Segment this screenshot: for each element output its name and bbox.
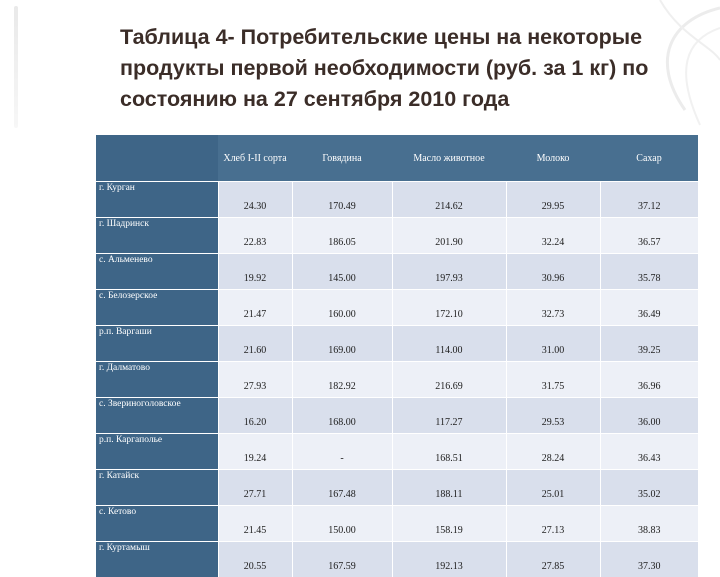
- header-cell-bread: Хлеб I-II сорта: [218, 135, 292, 182]
- price-milk: 30.96: [506, 254, 600, 290]
- city-name: с. Кетово: [96, 506, 218, 542]
- price-sugar: 39.25: [600, 326, 698, 362]
- price-milk: 32.73: [506, 290, 600, 326]
- price-milk: 31.75: [506, 362, 600, 398]
- city-name: с. Альменево: [96, 254, 218, 290]
- price-sugar: 36.96: [600, 362, 698, 398]
- price-butter: 158.19: [392, 506, 506, 542]
- table-row: [96, 470, 698, 506]
- price-bread: 22.83: [218, 218, 292, 254]
- city-name: г. Катайск: [96, 470, 218, 506]
- price-sugar: 36.57: [600, 218, 698, 254]
- price-milk: 32.24: [506, 218, 600, 254]
- price-bread: 27.71: [218, 470, 292, 506]
- price-sugar: 35.02: [600, 470, 698, 506]
- price-butter: 201.90: [392, 218, 506, 254]
- price-beef: 150.00: [292, 506, 392, 542]
- price-milk: 31.00: [506, 326, 600, 362]
- table-row: [96, 290, 698, 326]
- price-beef: 186.05: [292, 218, 392, 254]
- table-row: [96, 326, 698, 362]
- table-row: [96, 254, 698, 290]
- city-name: г. Курган: [96, 182, 218, 218]
- price-milk: 28.24: [506, 434, 600, 470]
- price-butter: 114.00: [392, 326, 506, 362]
- price-bread: 20.55: [218, 542, 292, 577]
- header-cell-corner: [96, 135, 218, 182]
- price-bread: 27.93: [218, 362, 292, 398]
- price-beef: 167.59: [292, 542, 392, 577]
- page-title: Таблица 4- Потребительские цены на некоторые продукты первой необходимости (руб. за 1 кг) по состоянию на 27 сентября 2010 года: [120, 22, 700, 115]
- price-milk: 25.01: [506, 470, 600, 506]
- city-name: р.п. Каргаполье: [96, 434, 218, 470]
- price-butter: 172.10: [392, 290, 506, 326]
- city-name: г. Далматово: [96, 362, 218, 398]
- price-milk: 29.53: [506, 398, 600, 434]
- price-milk: 27.13: [506, 506, 600, 542]
- price-beef: 170.49: [292, 182, 392, 218]
- header-cell-butter: Масло животное: [392, 135, 506, 182]
- city-name: р.п. Варгаши: [96, 326, 218, 362]
- table-header-row: [96, 135, 698, 182]
- table-row: [96, 506, 698, 542]
- price-beef: 182.92: [292, 362, 392, 398]
- price-butter: 192.13: [392, 542, 506, 577]
- table-row: [96, 434, 698, 470]
- price-bread: 19.92: [218, 254, 292, 290]
- price-bread: 21.47: [218, 290, 292, 326]
- price-sugar: 36.43: [600, 434, 698, 470]
- price-table: [96, 134, 698, 577]
- price-bread: 21.60: [218, 326, 292, 362]
- price-bread: 24.30: [218, 182, 292, 218]
- price-sugar: 37.12: [600, 182, 698, 218]
- price-butter: 117.27: [392, 398, 506, 434]
- price-butter: 197.93: [392, 254, 506, 290]
- decorative-bar: [14, 6, 18, 128]
- price-sugar: 37.30: [600, 542, 698, 577]
- table-row: [96, 218, 698, 254]
- table-row: [96, 182, 698, 218]
- price-beef: -: [292, 434, 392, 470]
- price-butter: 216.69: [392, 362, 506, 398]
- price-bread: 21.45: [218, 506, 292, 542]
- table-row: [96, 542, 698, 577]
- header-cell-beef: Говядина: [292, 135, 392, 182]
- table-row: [96, 362, 698, 398]
- price-sugar: 38.83: [600, 506, 698, 542]
- price-beef: 167.48: [292, 470, 392, 506]
- price-beef: 145.00: [292, 254, 392, 290]
- city-name: г. Куртамыш: [96, 542, 218, 577]
- table-row: [96, 398, 698, 434]
- price-butter: 188.11: [392, 470, 506, 506]
- price-sugar: 36.49: [600, 290, 698, 326]
- header-cell-milk: Молоко: [506, 135, 600, 182]
- header-cell-sugar: Сахар: [600, 135, 698, 182]
- price-sugar: 35.78: [600, 254, 698, 290]
- city-name: с. Звериноголовское: [96, 398, 218, 434]
- price-milk: 29.95: [506, 182, 600, 218]
- price-bread: 19.24: [218, 434, 292, 470]
- price-beef: 160.00: [292, 290, 392, 326]
- city-name: г. Шадринск: [96, 218, 218, 254]
- price-beef: 169.00: [292, 326, 392, 362]
- price-bread: 16.20: [218, 398, 292, 434]
- city-name: с. Белозерское: [96, 290, 218, 326]
- price-beef: 168.00: [292, 398, 392, 434]
- price-butter: 168.51: [392, 434, 506, 470]
- price-butter: 214.62: [392, 182, 506, 218]
- price-sugar: 36.00: [600, 398, 698, 434]
- price-milk: 27.85: [506, 542, 600, 577]
